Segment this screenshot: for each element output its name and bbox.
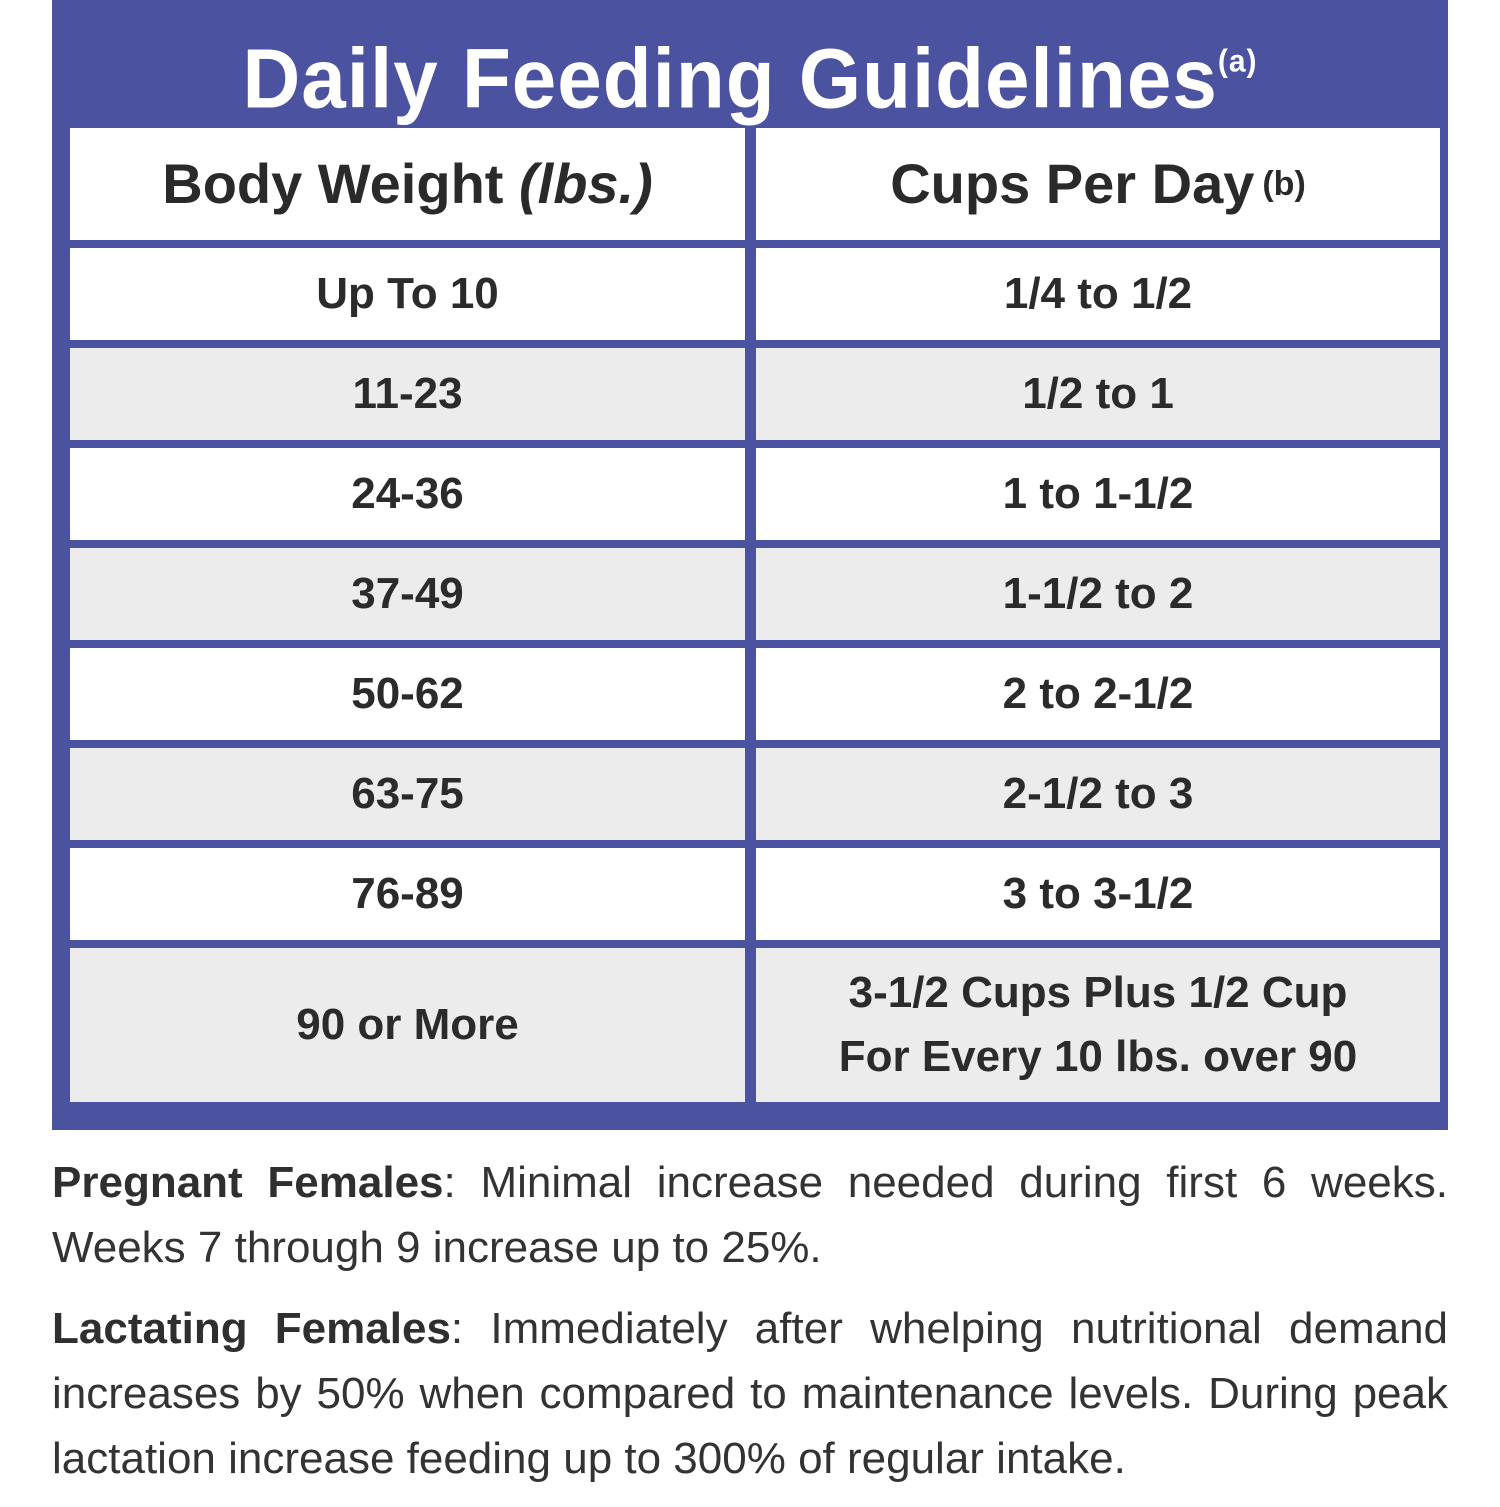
table-cell-weight: 90 or More <box>70 948 745 1102</box>
title-footnote-marker: (a) <box>1217 43 1258 79</box>
table-cell-cups: 1/2 to 1 <box>756 348 1440 440</box>
table-cell-cups: 2 to 2-1/2 <box>756 648 1440 740</box>
note-pregnant <box>52 1150 1448 1280</box>
page-title <box>52 3 1448 126</box>
feeding-guidelines-panel <box>52 0 1448 1130</box>
table-cell-weight: 24-36 <box>70 448 745 540</box>
header-cups-per-day <box>756 128 1440 240</box>
feeding-table <box>70 128 1440 1116</box>
note-lactating <box>52 1296 1448 1491</box>
feeding-notes <box>52 1150 1448 1507</box>
title-text: Daily Feeding Guidelines <box>242 31 1218 126</box>
header-body-weight <box>70 128 745 240</box>
table-cell-cups: 1/4 to 1/2 <box>756 248 1440 340</box>
cups-line-1: 3-1/2 Cups Plus 1/2 Cup <box>848 968 1348 1017</box>
table-cell-weight: 50-62 <box>70 648 745 740</box>
note-lactating-text: : Immediately after whelping nutritional demand increases by 50% when compared to maintenance levels. During peak lactation increase feeding up to 300% of regular intake. <box>52 1304 1449 1483</box>
header-body-weight-label: Body Weight <box>162 152 504 215</box>
table-cell-cups: 3 to 3-1/2 <box>756 848 1440 940</box>
header-cups-footnote-marker: (b) <box>1262 165 1306 203</box>
table-cell-weight: 76-89 <box>70 848 745 940</box>
note-pregnant-label: Pregnant Females <box>52 1158 444 1207</box>
table-cell-cups-multiline <box>756 948 1440 1102</box>
header-cups-per-day-label: Cups Per Day <box>890 152 1255 215</box>
table-cell-weight: 37-49 <box>70 548 745 640</box>
table-cell-cups: 1-1/2 to 2 <box>756 548 1440 640</box>
table-cell-weight: Up To 10 <box>70 248 745 340</box>
table-cell-weight: 11-23 <box>70 348 745 440</box>
table-cell-weight: 63-75 <box>70 748 745 840</box>
header-body-weight-unit: (lbs.) <box>518 152 653 215</box>
cups-line-2: For Every 10 lbs. over 90 <box>838 1032 1358 1081</box>
table-cell-cups: 2-1/2 to 3 <box>756 748 1440 840</box>
note-pregnant-text: : Minimal increase needed during first 6 weeks. Weeks 7 through 9 increase up to 25%. <box>52 1158 1448 1272</box>
table-cell-cups: 1 to 1-1/2 <box>756 448 1440 540</box>
note-lactating-label: Lactating Females <box>52 1304 451 1353</box>
